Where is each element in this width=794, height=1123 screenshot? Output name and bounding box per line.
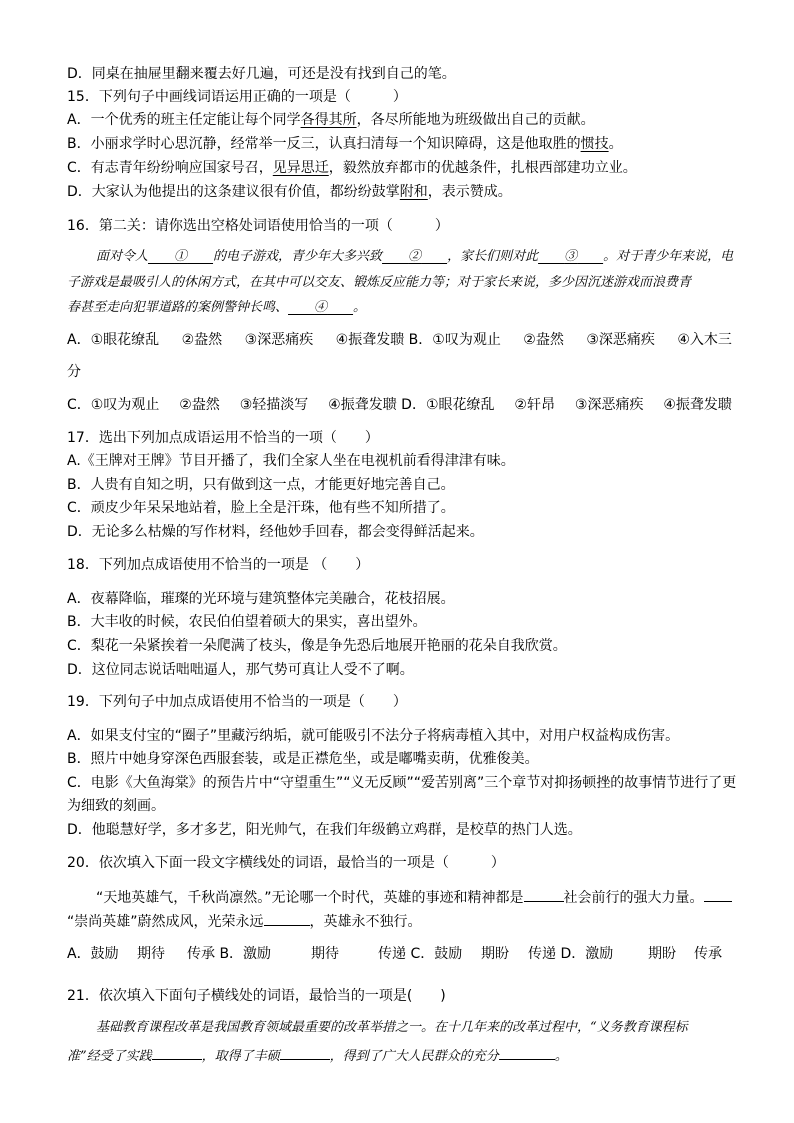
q19-stem: 19．下列句子中加点成语使用不恰当的一项是（ ） [67,694,407,710]
underlined-word: 见异思迁 [272,160,329,176]
q17-option-c: C．顽皮少年呆呆地站着，脸上全是汗珠，他有些不知所措了。 [67,500,455,516]
q20-stem: 20．依次填入下面一段文字横线处的词语，最恰当的一项是（ ） [67,855,505,871]
blank-2 [704,888,732,902]
blank-1 [524,888,564,902]
q15-option-c: C．有志青年纷纷响应国家号召，见异思迁，毅然放弃都市的优越条件，扎根西部建功立业。 [67,160,637,176]
q18-stem: 18．下列加点成语使用不恰当的一项是 （ ） [67,557,370,573]
q15-option-d: D．大家认为他提出的这条建议很有价值，都纷纷鼓掌附和，表示赞成。 [67,184,512,200]
q18-option-b: B．大丰收的时候，农民伯伯望着硕大的果实，喜出望外。 [67,614,427,630]
document-page: D．同桌在抽屉里翻来覆去好几遍，可还是没有找到自己的笔。 15．下列句子中画线词语运用正确的一项是（ ） A．一个优秀的班主任定能让每个同学各得其所，各尽所能地为班级做出自己的贡献。 B．小丽求学时心思沉静，经常举一反三，认真扫清每一个知识障碍，这是他取胜的惯技。 C．有志青年纷纷响应国家号召，见异思迁，毅然放弃都市的优越条件，扎根西部建功立业。 D．大家认为他提出的这条建议很有价值，都纷纷鼓掌附和，表示赞成。 16．第二关：请你选出空格处词语使用恰当的一项（ ） 面对令人 ① 的电子游戏，青少年大多兴致 ② ，家长们则对此 ③ 。对于青少年来说，电 子游戏是最吸引人的休闲方式，在其中可以交友、锻炼反应能力等；对于家长来说，多少因沉迷游戏而浪费青 春甚至走向犯罪道路的案例警钟长鸣、 ④ 。 A．①眼花缭乱 ②盎然 ③深恶痛疾 ④振聋发聩 B．①叹为观止 ②盎然 ③深恶痛疾 ④入木三 分 C．①叹为观止 ②盎然 ③轻描淡写 ④振聋发聩 D．①眼花缭乱 ②轩昂 ③深恶痛疾 ④振聋发聩 17．选出下列加点成语运用不恰当的一项（ ） A.《王牌对王牌》节目开播了，我们全家人坐在电视机前看得津津有味。 B．人贵有自知之明，只有做到这一点，才能更好地完善自己。 C．顽皮少年呆呆地站着，脸上全是汗珠，他有些不知所措了。 D．无论多么枯燥的写作材料，经他妙手回春，都会变得鲜活起来。 18．下列加点成语使用不恰当的一项是 （ ） A．夜幕降临，璀璨的光环境与建筑整体完美融合，花枝招展。 B．大丰收的时候，农民伯伯望着硕大的果实，喜出望外。 C．梨花一朵紧挨着一朵爬满了枝头，像是争先恐后地展开艳丽的花朵自我欣赏。 D．这位同志说话咄咄逼人，那气势可真让人受不了啊。 19．下列句子中加点成语使用不恰当的一项是（ ） A．如果支付宝的“圈子”里藏污纳垢，就可能吸引不法分子将病毒植入其中，对用户权益构成伤害。 B．照片中她身穿深色西服套装，或是正襟危坐，或是嘟嘴卖萌，优雅俊美。 C．电影《大鱼海棠》的预告片中“守望重生”“义无反顾”“爱苦别离”三个章节对抑扬顿挫的故事情节进行了更 为细致的刻画。 D．他聪慧好学，多才多艺，阳光帅气，在我们年级鹤立鸡群，是校草的热门人选。 20．依次填入下面一段文字横线处的词语，最恰当的一项是（ ） “天地英雄气，千秋尚凛然。”无论哪一个时代，英雄的事迹和精神都是 社会前行的强大力量。 “崇尚英雄”蔚然成风，光荣永远 ，英雄永不独行。 A．鼓励 期待 传承 B．激励 期待 传递 C．鼓励 期盼 传递 D．激励 期盼 传承 21．依次填入下面句子横线处的词语，最恰当的一项是( ) 基础教育课程改革是我国教育领域最重要的改革举措之一。在十几年来的改革过程中，“义务教育课程标 准”经受了实践 ，取得了丰硕 ，得到了广大人民群众的充分 。 [0,0,794,1123]
q19-option-c: C．电影《大鱼海棠》的预告片中“守望重生”“义无反顾”“爱苦别离”三个章节对抑扬顿挫的故事情节进行了更 [67,775,737,791]
blank-3: ③ [564,249,578,264]
q17-option-d: D．无论多么枯燥的写作材料，经他妙手回春，都会变得鲜活起来。 [67,524,484,540]
underlined-word: 各得其所 [300,112,357,128]
blank-1: ① [174,249,188,264]
blank-3 [499,1046,555,1060]
q15-option-a: A．一个优秀的班主任定能让每个同学各得其所，各尽所能地为班级做出自己的贡献。 [67,112,595,128]
q16-stem: 16．第二关：请你选出空格处词语使用恰当的一项（ ） [67,218,449,234]
blank-2 [280,1046,330,1060]
q17-option-b: B．人贵有自知之明，只有做到这一点，才能更好地完善自己。 [67,477,455,493]
underlined-word: 惯技 [580,136,609,152]
q21-passage-line1: 基础教育课程改革是我国教育领域最重要的改革举措之一。在十几年来的改革过程中，“义务教育课程标 [96,1020,688,1035]
q16-options-cd: C．①叹为观止 ②盎然 ③轻描淡写 ④振聋发聩 D．①眼花缭乱 ②轩昂 ③深恶痛疾 ④振聋发聩 [67,397,732,413]
blank-2: ② [408,249,422,264]
blank-4: ④ [314,300,328,315]
q16-options-ab-cont: 分 [67,364,81,380]
q19-option-d: D．他聪慧好学，多才多艺，阳光帅气，在我们年级鹤立鸡群，是校草的热门人选。 [67,822,582,838]
q16-options-ab: A．①眼花缭乱 ②盎然 ③深恶痛疾 ④振聋发聩 B．①叹为观止 ②盎然 ③深恶痛疾 ④入木三 [67,332,732,348]
q16-passage-line1: 面对令人 ① 的电子游戏，青少年大多兴致 ② ，家长们则对此 ③ 。对于青少年来说，电 [96,249,734,264]
q19-option-c-cont: 为细致的刻画。 [67,798,165,814]
q18-option-d: D．这位同志说话咄咄逼人，那气势可真让人受不了啊。 [67,662,414,678]
q18-option-a: A．夜幕降临，璀璨的光环境与建筑整体完美融合，花枝招展。 [67,591,455,607]
q16-passage-line2: 子游戏是最吸引人的休闲方式，在其中可以交友、锻炼反应能力等；对于家长来说，多少因沉迷游戏而浪费青 [67,275,692,290]
q17-stem: 17．选出下列加点成语运用不恰当的一项（ ） [67,430,379,446]
q17-option-a: A.《王牌对王牌》节目开播了，我们全家人坐在电视机前看得津津有味。 [67,453,515,469]
q19-option-b: B．照片中她身穿深色西服套装，或是正襟危坐，或是嘟嘴卖萌，优雅俊美。 [67,751,539,767]
q18-option-c: C．梨花一朵紧挨着一朵爬满了枝头，像是争先恐后地展开艳丽的花朵自我欣赏。 [67,638,567,654]
underlined-word: 附和 [399,184,428,200]
q16-passage-line3: 春甚至走向犯罪道路的案例警钟长鸣、 ④ 。 [67,300,367,315]
q21-passage-line2: 准”经受了实践 ，取得了丰硕 ，得到了广大人民群众的充分 。 [67,1046,568,1065]
q19-option-a: A．如果支付宝的“圈子”里藏污纳垢，就可能吸引不法分子将病毒植入其中，对用户权益构成伤害。 [67,728,680,744]
q20-passage-line2: “崇尚英雄”蔚然成风，光荣永远 ，英雄永不独行。 [67,914,422,930]
blank-1 [152,1046,202,1060]
q21-stem: 21．依次填入下面句子横线处的词语，最恰当的一项是( ) [67,988,446,1004]
q15-option-b: B．小丽求学时心思沉静，经常举一反三，认真扫清每一个知识障碍，这是他取胜的惯技。 [67,136,623,152]
blank-3 [264,912,310,926]
q20-passage-line1: “天地英雄气，千秋尚凛然。”无论哪一个时代，英雄的事迹和精神都是 社会前行的强大力量。 [96,888,732,906]
q14-option-d: D．同桌在抽屉里翻来覆去好几遍，可还是没有找到自己的笔。 [67,66,456,82]
q15-stem: 15．下列句子中画线词语运用正确的一项是（ ） [67,89,407,105]
